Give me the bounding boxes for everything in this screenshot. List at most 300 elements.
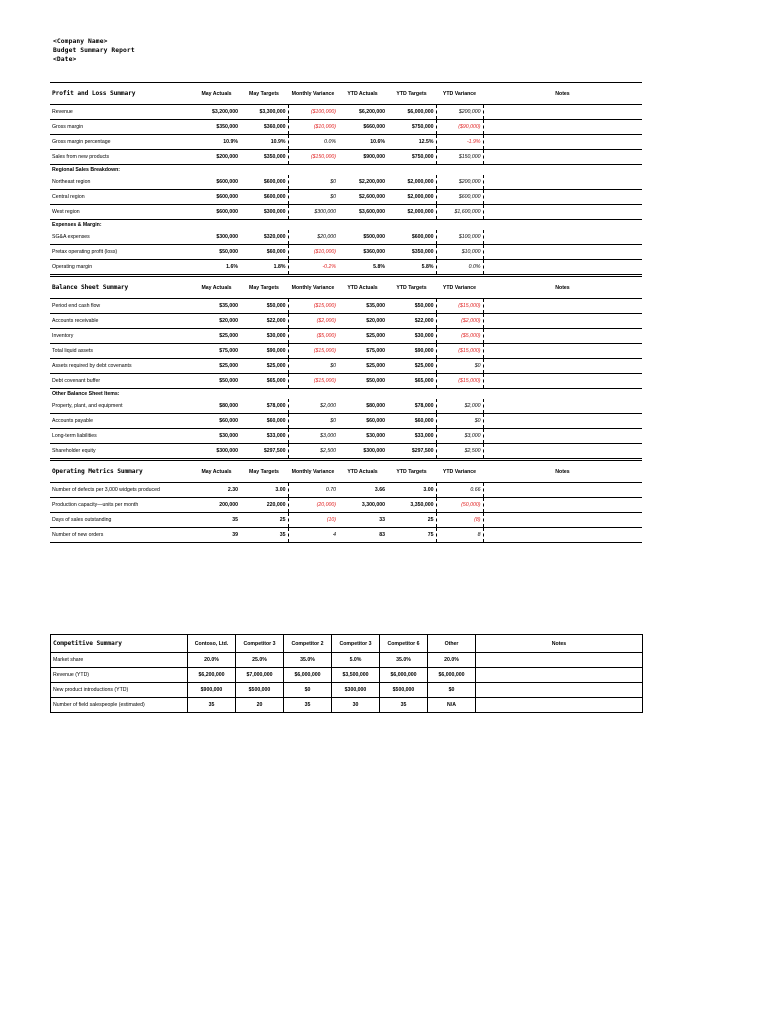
- cell-value: 10.6%: [338, 135, 387, 150]
- row-label: Number of new orders: [50, 528, 193, 543]
- row-label: Period end cash flow: [50, 299, 193, 314]
- cell-value: $200,000: [436, 105, 483, 120]
- cell-value: 39: [193, 528, 240, 543]
- notes-cell[interactable]: [483, 374, 642, 389]
- cell-value: $3,600,000: [338, 205, 387, 220]
- col-header: Competitor 3: [236, 635, 284, 653]
- col-header: Notes: [483, 277, 642, 299]
- cell-value: ($100,000): [288, 105, 338, 120]
- section-title: Competitive Summary: [51, 635, 188, 653]
- row-label: Pretax operating profit (loss): [50, 245, 193, 260]
- cell-value: (8): [436, 513, 483, 528]
- cell-value: N/A: [428, 698, 476, 713]
- notes-cell[interactable]: [476, 683, 643, 698]
- cell-value: $30,000: [193, 429, 240, 444]
- cell-value: $750,000: [387, 150, 436, 165]
- cell-value: $50,000: [338, 374, 387, 389]
- table-row: [50, 528, 642, 543]
- table-header-row: [51, 635, 643, 653]
- cell-value: 20.0%: [428, 653, 476, 668]
- cell-value: $35,000: [193, 299, 240, 314]
- notes-cell[interactable]: [483, 359, 642, 374]
- cell-value: $6,200,000: [188, 668, 236, 683]
- cell-value: $6,000,000: [380, 668, 428, 683]
- cell-value: $80,000: [338, 399, 387, 414]
- cell-value: 8: [436, 528, 483, 543]
- cell-value: 35: [193, 513, 240, 528]
- col-header: Notes: [483, 83, 642, 105]
- cell-value: $20,000: [193, 314, 240, 329]
- cell-value: 35: [284, 698, 332, 713]
- cell-value: $350,000: [240, 150, 288, 165]
- cell-value: $3,200,000: [193, 105, 240, 120]
- subsection-label: Regional Sales Breakdown:: [52, 167, 121, 173]
- cell-value: $2,000: [288, 399, 338, 414]
- row-label: Gross margin percentage: [50, 135, 193, 150]
- cell-value: 3.66: [338, 483, 387, 498]
- cell-value: $25,000: [338, 359, 387, 374]
- balance-sheet-table: [50, 276, 642, 459]
- notes-cell[interactable]: [483, 344, 642, 359]
- table-row: [50, 513, 642, 528]
- cell-value: 3,300,000: [338, 498, 387, 513]
- col-header: Competitor 3: [332, 635, 380, 653]
- row-label: New product introductions (YTD): [51, 683, 188, 698]
- cell-value: $297,500: [387, 444, 436, 459]
- col-header: YTD Variance: [436, 277, 483, 299]
- table-row: [50, 299, 642, 314]
- cell-value: $35,000: [338, 299, 387, 314]
- col-header: Monthly Variance: [288, 83, 338, 105]
- table-row: [50, 150, 642, 165]
- cell-value: ($5,000): [436, 329, 483, 344]
- cell-value: ($10,000): [288, 120, 338, 135]
- cell-value: ($15,000): [436, 374, 483, 389]
- cell-value: ($15,000): [436, 344, 483, 359]
- col-header: May Targets: [240, 277, 288, 299]
- notes-cell[interactable]: [483, 205, 642, 220]
- table-row: [50, 444, 642, 459]
- cell-value: 200,000: [193, 498, 240, 513]
- cell-value: $50,000: [240, 299, 288, 314]
- col-header: YTD Actuals: [338, 461, 387, 483]
- company-name: <Company Name>: [53, 38, 108, 45]
- notes-cell[interactable]: [483, 190, 642, 205]
- cell-value: $300,000: [240, 205, 288, 220]
- table-row: [50, 483, 642, 498]
- cell-value: $0: [436, 359, 483, 374]
- cell-value: $300,000: [288, 205, 338, 220]
- cell-value: 25: [387, 513, 436, 528]
- table-row: [50, 120, 642, 135]
- col-header: May Targets: [240, 461, 288, 483]
- col-header: Other: [428, 635, 476, 653]
- row-label: Number of field salespeople (estimated): [51, 698, 188, 713]
- cell-value: $200,000: [436, 175, 483, 190]
- cell-value: ($15,000): [288, 299, 338, 314]
- row-label: Revenue (YTD): [51, 668, 188, 683]
- cell-value: $0: [288, 359, 338, 374]
- col-header: YTD Variance: [436, 83, 483, 105]
- cell-value: $7,000,000: [236, 668, 284, 683]
- cell-value: $2,500: [436, 444, 483, 459]
- cell-value: -0.2%: [288, 260, 338, 275]
- col-header: Competitor 2: [284, 635, 332, 653]
- notes-cell[interactable]: [483, 105, 642, 120]
- section-title: Operating Metrics Summary: [50, 461, 193, 483]
- row-label: Inventory: [50, 329, 193, 344]
- cell-value: $6,000,000: [428, 668, 476, 683]
- cell-value: $900,000: [188, 683, 236, 698]
- cell-value: ($15,000): [288, 374, 338, 389]
- col-header: Monthly Variance: [288, 461, 338, 483]
- cell-value: 0.66: [436, 483, 483, 498]
- notes-cell[interactable]: [483, 444, 642, 459]
- notes-cell[interactable]: [483, 528, 642, 543]
- report-date: <Date>: [53, 56, 77, 63]
- cell-value: $90,000: [387, 344, 436, 359]
- cell-value: $750,000: [387, 120, 436, 135]
- cell-value: ($2,000): [436, 314, 483, 329]
- section-title: Balance Sheet Summary: [50, 277, 193, 299]
- cell-value: $75,000: [193, 344, 240, 359]
- cell-value: 1.8%: [240, 260, 288, 275]
- section-label-row: [50, 389, 642, 400]
- cell-value: $25,000: [193, 329, 240, 344]
- cell-value: 5.8%: [387, 260, 436, 275]
- row-label: Operating margin: [50, 260, 193, 275]
- table-row: [50, 429, 642, 444]
- row-label: Accounts payable: [50, 414, 193, 429]
- cell-value: $2,000,000: [387, 190, 436, 205]
- cell-value: $300,000: [338, 444, 387, 459]
- cell-value: $50,000: [193, 374, 240, 389]
- cell-value: $65,000: [240, 374, 288, 389]
- col-header: May Actuals: [193, 277, 240, 299]
- row-label: West region: [50, 205, 193, 220]
- cell-value: $2,500: [288, 444, 338, 459]
- cell-value: $30,000: [387, 329, 436, 344]
- cell-value: $2,600,000: [338, 190, 387, 205]
- cell-value: $25,000: [387, 359, 436, 374]
- notes-cell[interactable]: [483, 483, 642, 498]
- cell-value: $500,000: [236, 683, 284, 698]
- table-row: [50, 245, 642, 260]
- cell-value: $25,000: [338, 329, 387, 344]
- cell-value: $10,000: [436, 245, 483, 260]
- row-label: Accounts receivable: [50, 314, 193, 329]
- notes-cell[interactable]: [476, 698, 643, 713]
- row-label: Market share: [51, 653, 188, 668]
- cell-value: ($15,000): [288, 344, 338, 359]
- cell-value: 3,350,000: [387, 498, 436, 513]
- cell-value: 3.00: [240, 483, 288, 498]
- table-header-row: [50, 83, 642, 105]
- cell-value: $60,000: [387, 414, 436, 429]
- table-row: [50, 329, 642, 344]
- cell-value: $0: [288, 414, 338, 429]
- cell-value: $2,000: [436, 399, 483, 414]
- cell-value: $360,000: [240, 120, 288, 135]
- table-row: [50, 135, 642, 150]
- cell-value: $33,000: [387, 429, 436, 444]
- cell-value: 33: [338, 513, 387, 528]
- cell-value: $500,000: [338, 230, 387, 245]
- cell-value: $60,000: [240, 414, 288, 429]
- cell-value: $600,000: [193, 175, 240, 190]
- cell-value: 1.6%: [193, 260, 240, 275]
- table-header-row: [50, 277, 642, 299]
- cell-value: (10): [288, 513, 338, 528]
- col-header: YTD Actuals: [338, 83, 387, 105]
- table-row: [50, 344, 642, 359]
- cell-value: 2.30: [193, 483, 240, 498]
- cell-value: $350,000: [193, 120, 240, 135]
- cell-value: $0: [288, 190, 338, 205]
- cell-value: $500,000: [380, 683, 428, 698]
- cell-value: 5.8%: [338, 260, 387, 275]
- table-header-row: [50, 461, 642, 483]
- notes-cell[interactable]: [483, 513, 642, 528]
- cell-value: $6,000,000: [284, 668, 332, 683]
- cell-value: $660,000: [338, 120, 387, 135]
- competitive-summary-table: [50, 634, 643, 713]
- cell-value: $50,000: [387, 299, 436, 314]
- cell-value: $6,200,000: [338, 105, 387, 120]
- cell-value: 35: [188, 698, 236, 713]
- notes-cell[interactable]: [483, 429, 642, 444]
- subsection-label: Other Balance Sheet Items:: [52, 391, 120, 397]
- cell-value: $2,000,000: [387, 175, 436, 190]
- row-label: Total liquid assets: [50, 344, 193, 359]
- cell-value: 75: [387, 528, 436, 543]
- notes-cell[interactable]: [483, 314, 642, 329]
- row-label: Sales from new products: [50, 150, 193, 165]
- cell-value: 35: [240, 528, 288, 543]
- cell-value: 3.00: [387, 483, 436, 498]
- cell-value: $75,000: [338, 344, 387, 359]
- cell-value: $200,000: [193, 150, 240, 165]
- section-title: Profit and Loss Summary: [50, 83, 193, 105]
- cell-value: 25: [240, 513, 288, 528]
- col-header: YTD Targets: [387, 277, 436, 299]
- cell-value: $22,000: [387, 314, 436, 329]
- notes-cell[interactable]: [483, 135, 642, 150]
- cell-value: $25,000: [240, 359, 288, 374]
- cell-value: $25,000: [193, 359, 240, 374]
- col-header: YTD Targets: [387, 461, 436, 483]
- row-label: Property, plant, and equipment: [50, 399, 193, 414]
- table-row: [50, 399, 642, 414]
- cell-value: 10.9%: [240, 135, 288, 150]
- cell-value: $78,000: [387, 399, 436, 414]
- operating-metrics-table: [50, 460, 642, 543]
- cell-value: $360,000: [338, 245, 387, 260]
- row-label: Assets required by debt covenants: [50, 359, 193, 374]
- cell-value: 30: [332, 698, 380, 713]
- notes-cell[interactable]: [483, 230, 642, 245]
- cell-value: 10.9%: [193, 135, 240, 150]
- cell-value: $3,000: [288, 429, 338, 444]
- notes-cell[interactable]: [483, 175, 642, 190]
- table-row: [50, 105, 642, 120]
- row-label: Production capacity—units per month: [50, 498, 193, 513]
- col-header: Contoso, Ltd.: [188, 635, 236, 653]
- table-row: [50, 190, 642, 205]
- notes-cell[interactable]: [483, 245, 642, 260]
- cell-value: $0: [288, 175, 338, 190]
- table-row: [50, 260, 642, 275]
- table-row: [50, 205, 642, 220]
- cell-value: $50,000: [193, 245, 240, 260]
- cell-value: $600,000: [193, 190, 240, 205]
- table-row: [51, 653, 643, 668]
- cell-value: $300,000: [193, 230, 240, 245]
- cell-value: $900,000: [338, 150, 387, 165]
- profit-loss-table: [50, 82, 642, 275]
- row-label: Gross margin: [50, 120, 193, 135]
- cell-value: 35.0%: [284, 653, 332, 668]
- cell-value: 12.5%: [387, 135, 436, 150]
- table-row: [51, 698, 643, 713]
- cell-value: 0.0%: [288, 135, 338, 150]
- table-row: [50, 314, 642, 329]
- cell-value: $20,000: [288, 230, 338, 245]
- notes-cell[interactable]: [483, 260, 642, 275]
- cell-value: ($90,000): [436, 120, 483, 135]
- cell-value: -1.9%: [436, 135, 483, 150]
- cell-value: $60,000: [338, 414, 387, 429]
- cell-value: $600,000: [240, 175, 288, 190]
- cell-value: 220,000: [240, 498, 288, 513]
- row-label: Debt covenant buffer: [50, 374, 193, 389]
- cell-value: ($15,000): [436, 299, 483, 314]
- cell-value: $300,000: [193, 444, 240, 459]
- notes-cell[interactable]: [483, 120, 642, 135]
- col-header: May Actuals: [193, 83, 240, 105]
- notes-cell[interactable]: [483, 498, 642, 513]
- col-header: YTD Targets: [387, 83, 436, 105]
- row-label: SG&A expenses: [50, 230, 193, 245]
- col-header: Competitor 6: [380, 635, 428, 653]
- notes-cell[interactable]: [483, 329, 642, 344]
- cell-value: $30,000: [338, 429, 387, 444]
- cell-value: $20,000: [338, 314, 387, 329]
- cell-value: $60,000: [193, 414, 240, 429]
- cell-value: $600,000: [193, 205, 240, 220]
- cell-value: $30,000: [240, 329, 288, 344]
- col-header: YTD Variance: [436, 461, 483, 483]
- cell-value: (50,000): [436, 498, 483, 513]
- notes-cell[interactable]: [483, 399, 642, 414]
- table-row: [50, 175, 642, 190]
- notes-cell[interactable]: [476, 668, 643, 683]
- cell-value: $0: [428, 683, 476, 698]
- row-label: Number of defects per 3,000 widgets produced: [50, 483, 193, 498]
- cell-value: (20,000): [288, 498, 338, 513]
- cell-value: 5.0%: [332, 653, 380, 668]
- cell-value: $65,000: [387, 374, 436, 389]
- cell-value: $22,000: [240, 314, 288, 329]
- section-label-row: [50, 165, 642, 176]
- table-row: [50, 359, 642, 374]
- cell-value: ($10,000): [288, 245, 338, 260]
- row-label: Central region: [50, 190, 193, 205]
- cell-value: 0.70: [288, 483, 338, 498]
- report-title: Budget Summary Report: [53, 47, 135, 54]
- table-row: [51, 683, 643, 698]
- cell-value: $60,000: [240, 245, 288, 260]
- cell-value: 35.0%: [380, 653, 428, 668]
- col-header: May Actuals: [193, 461, 240, 483]
- row-label: Days of sales outstanding: [50, 513, 193, 528]
- cell-value: 20: [236, 698, 284, 713]
- cell-value: $600,000: [387, 230, 436, 245]
- cell-value: $78,000: [240, 399, 288, 414]
- cell-value: $3,000: [436, 429, 483, 444]
- cell-value: $1,600,000: [436, 205, 483, 220]
- cell-value: $100,000: [436, 230, 483, 245]
- cell-value: $2,200,000: [338, 175, 387, 190]
- cell-value: 25.0%: [236, 653, 284, 668]
- cell-value: 83: [338, 528, 387, 543]
- cell-value: $297,500: [240, 444, 288, 459]
- cell-value: 35: [380, 698, 428, 713]
- cell-value: $3,300,000: [240, 105, 288, 120]
- table-row: [50, 374, 642, 389]
- subsection-label: Expenses & Margin:: [52, 222, 102, 228]
- cell-value: ($150,000): [288, 150, 338, 165]
- cell-value: $0: [284, 683, 332, 698]
- cell-value: $0: [436, 414, 483, 429]
- row-label: Northeast region: [50, 175, 193, 190]
- cell-value: $600,000: [436, 190, 483, 205]
- col-header: May Targets: [240, 83, 288, 105]
- notes-cell[interactable]: [483, 150, 642, 165]
- cell-value: ($2,000): [288, 314, 338, 329]
- row-label: Revenue: [50, 105, 193, 120]
- col-header: Notes: [476, 635, 643, 653]
- cell-value: 4: [288, 528, 338, 543]
- cell-value: $80,000: [193, 399, 240, 414]
- col-header: YTD Actuals: [338, 277, 387, 299]
- cell-value: 0.0%: [436, 260, 483, 275]
- notes-cell[interactable]: [483, 414, 642, 429]
- cell-value: $6,000,000: [387, 105, 436, 120]
- section-label-row: [50, 220, 642, 231]
- cell-value: $600,000: [240, 190, 288, 205]
- notes-cell[interactable]: [483, 299, 642, 314]
- row-label: Long-term liabilities: [50, 429, 193, 444]
- table-row: [50, 414, 642, 429]
- col-header: Monthly Variance: [288, 277, 338, 299]
- cell-value: $350,000: [387, 245, 436, 260]
- notes-cell[interactable]: [476, 653, 643, 668]
- cell-value: $33,000: [240, 429, 288, 444]
- table-row: [50, 230, 642, 245]
- cell-value: $150,000: [436, 150, 483, 165]
- table-row: [51, 668, 643, 683]
- cell-value: $320,000: [240, 230, 288, 245]
- cell-value: ($5,000): [288, 329, 338, 344]
- cell-value: $90,000: [240, 344, 288, 359]
- row-label: Shareholder equity: [50, 444, 193, 459]
- cell-value: $300,000: [332, 683, 380, 698]
- cell-value: $2,000,000: [387, 205, 436, 220]
- col-header: Notes: [483, 461, 642, 483]
- table-row: [50, 498, 642, 513]
- cell-value: $3,500,000: [332, 668, 380, 683]
